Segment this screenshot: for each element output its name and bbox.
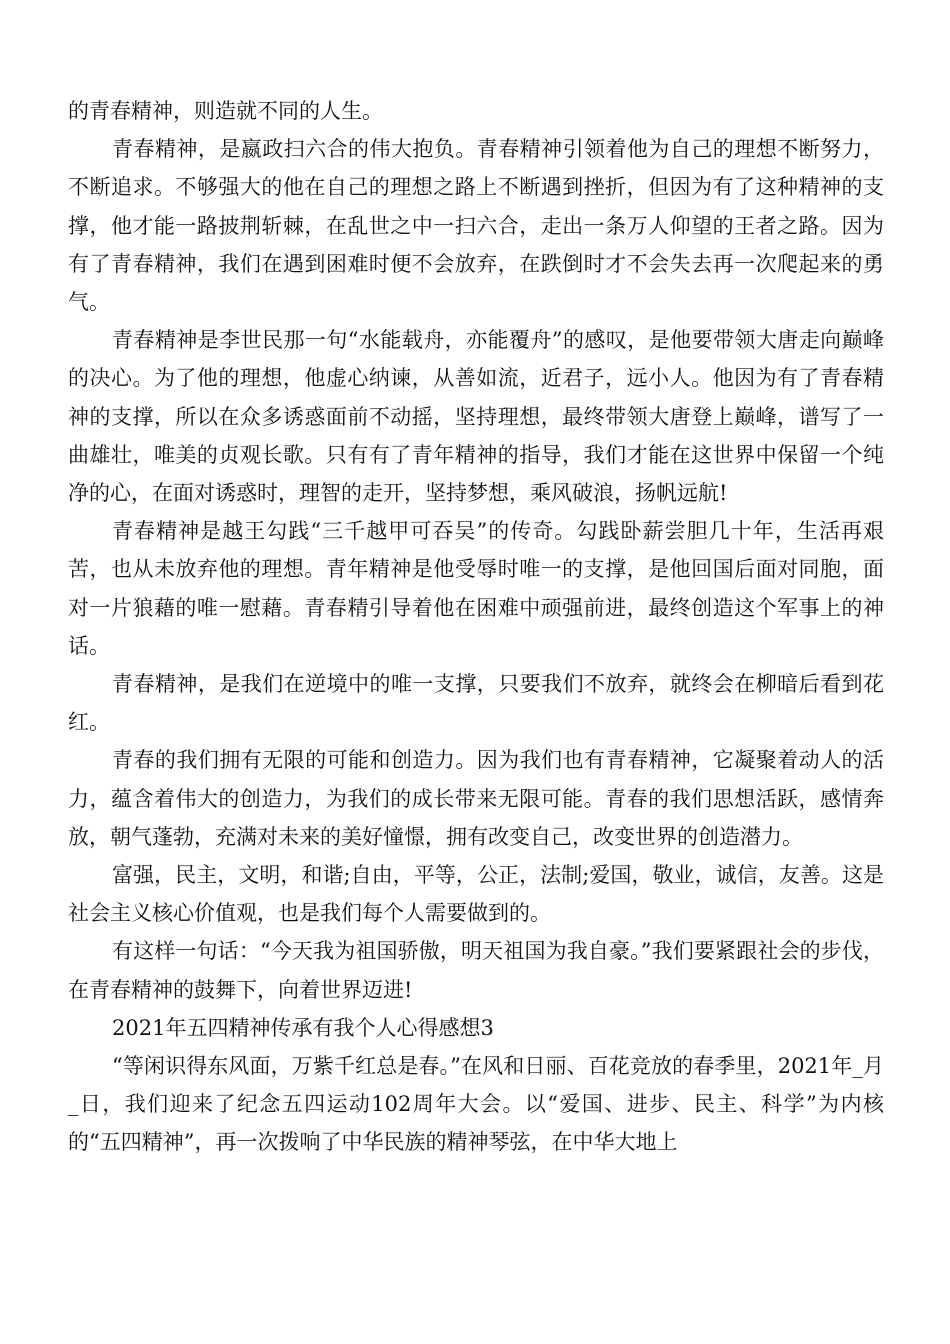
paragraph-creativity: 青春的我们拥有无限的可能和创造力。因为我们也有青春精神，它凝聚着动人的活力，蕴含着伟大的创造力，为我们的成长带来无限可能。青春的我们思想活跃，感情奔放，朝气蓬勃，充满对未来的美好憧憬，拥有改变自己，改变世界的创造潜力。 — [68, 748, 884, 849]
document-page — [68, 92, 884, 1162]
paragraph-lishimin: 青春精神是李世民那一句“水能载舟，亦能覆舟”的感叹，是他要带领大唐走向巅峰的决心。为了他的理想，他虚心纳谏，从善如流，近君子，远小人。他因为有了青春精神的支撑，所以在众多诱惑面前不动摇，坚持理想，最终带领大唐登上巅峰，谱写了一曲雄壮，唯美的贞观长歌。只有有了青年精神的指导，我们才能在这世界中保留一个纯净的心，在面对诱惑时，理智的走开，坚持梦想，乘风破浪，扬帆远航! — [68, 328, 884, 506]
paragraph-quote: 有这样一句话：“今天我为祖国骄傲，明天祖国为我自豪。”我们要紧跟社会的步伐，在青春精神的鼓舞下，向着世界迈进! — [68, 939, 884, 1002]
paragraph-goujian: 青春精神是越王勾践“三千越甲可吞吴”的传奇。勾践卧薪尝胆几十年，生活再艰苦，也从未放弃他的理想。青年精神是他受辱时唯一的支撑，是他回国后面对同胞，面对一片狼藉的唯一慰藉。青春精引导着他在困难中顽强前进，最终创造这个军事上的神话。 — [68, 519, 884, 658]
paragraph-core-values: 富强，民主，文明，和谐;自由，平等，公正，法制;爱国，敬业，诚信，友善。这是社会主义核心价值观，也是我们每个人需要做到的。 — [68, 863, 884, 926]
paragraph-yingzheng: 青春精神，是嬴政扫六合的伟大抱负。青春精神引领着他为自己的理想不断努力，不断追求。不够强大的他在自己的理想之路上不断遇到挫折，但因为有了这种精神的支撑，他才能一路披荆斩棘，在乱世之中一扫六合，走出一条万人仰望的王者之路。因为有了青春精神，我们在遇到困难时便不会放弃，在跌倒时才不会失去再一次爬起来的勇气。 — [68, 137, 884, 315]
section-heading: 2021年五四精神传承有我个人心得感想3 — [112, 1015, 494, 1040]
paragraph-adversity: 青春精神，是我们在逆境中的唯一支撑，只要我们不放弃，就终会在柳暗后看到花红。 — [68, 672, 884, 735]
paragraph-continuation: 的青春精神，则造就不同的人生。 — [68, 99, 383, 123]
paragraph-may-fourth: “等闲识得东风面，万紫千红总是春。”在风和日丽、百花竞放的春季里，2021年_月_日，我们迎来了纪念五四运动102周年大会。以“爱国、进步、民主、科学”为内核的“五四精神”，再一次拨响了中华民族的精神琴弦，在中华大地上 — [68, 1054, 884, 1155]
